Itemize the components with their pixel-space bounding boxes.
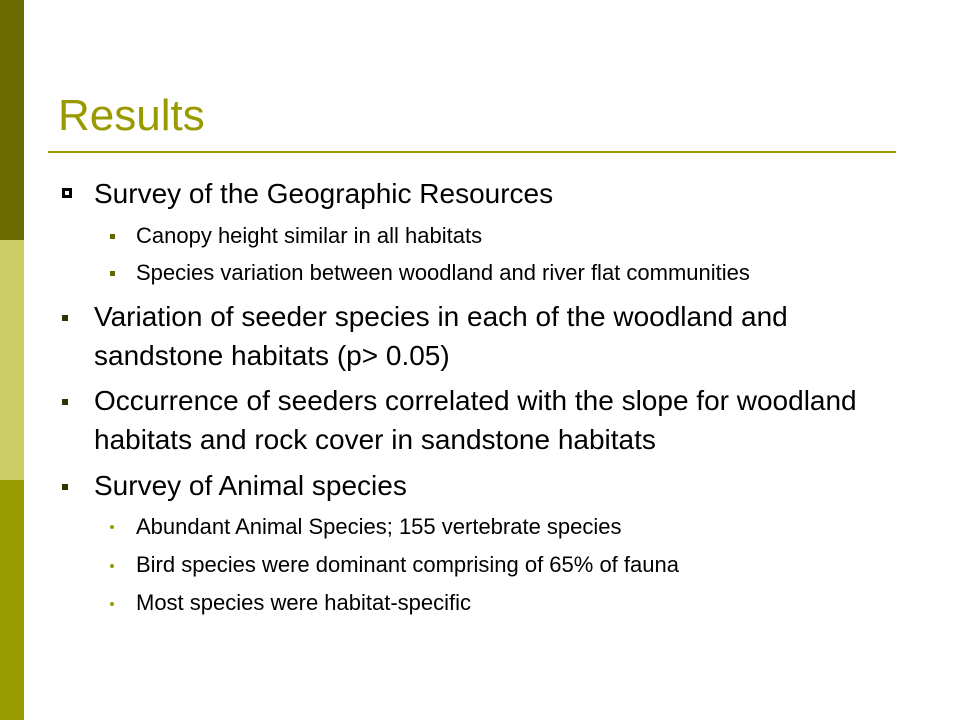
- square-bullet-icon: [62, 315, 68, 321]
- sub-bullet-text: Species variation between woodland and river flat communities: [136, 260, 750, 285]
- sub-bullet-text: Bird species were dominant comprising of 65% of fauna: [136, 552, 679, 577]
- sub-bullet-text: Abundant Animal Species; 155 vertebrate species: [136, 514, 622, 539]
- bullet-text: Survey of Animal species: [94, 470, 407, 501]
- bullet-text: Occurrence of seeders correlated with the slope for woodland habitats and rock cover in sandstone habitats: [94, 385, 857, 455]
- slide-title: Results: [58, 91, 205, 140]
- sub-bullet-text: Canopy height similar in all habitats: [136, 223, 483, 248]
- square-bullet-icon: [110, 271, 115, 276]
- square-bullet-icon: [110, 234, 115, 239]
- bullet-text: Variation of seeder species in each of the woodland and sandstone habitats (p> 0.05): [94, 301, 788, 371]
- hollow-square-icon: [62, 188, 72, 198]
- square-bullet-icon: [62, 484, 68, 490]
- bullet-text: Survey of the Geographic Resources: [94, 178, 554, 209]
- square-bullet-icon: [62, 399, 68, 405]
- dot-bullet-icon: [110, 602, 114, 606]
- dot-bullet-icon: [110, 525, 114, 529]
- sub-bullet-text: Most species were habitat-specific: [136, 590, 472, 615]
- dot-bullet-icon: [110, 564, 114, 568]
